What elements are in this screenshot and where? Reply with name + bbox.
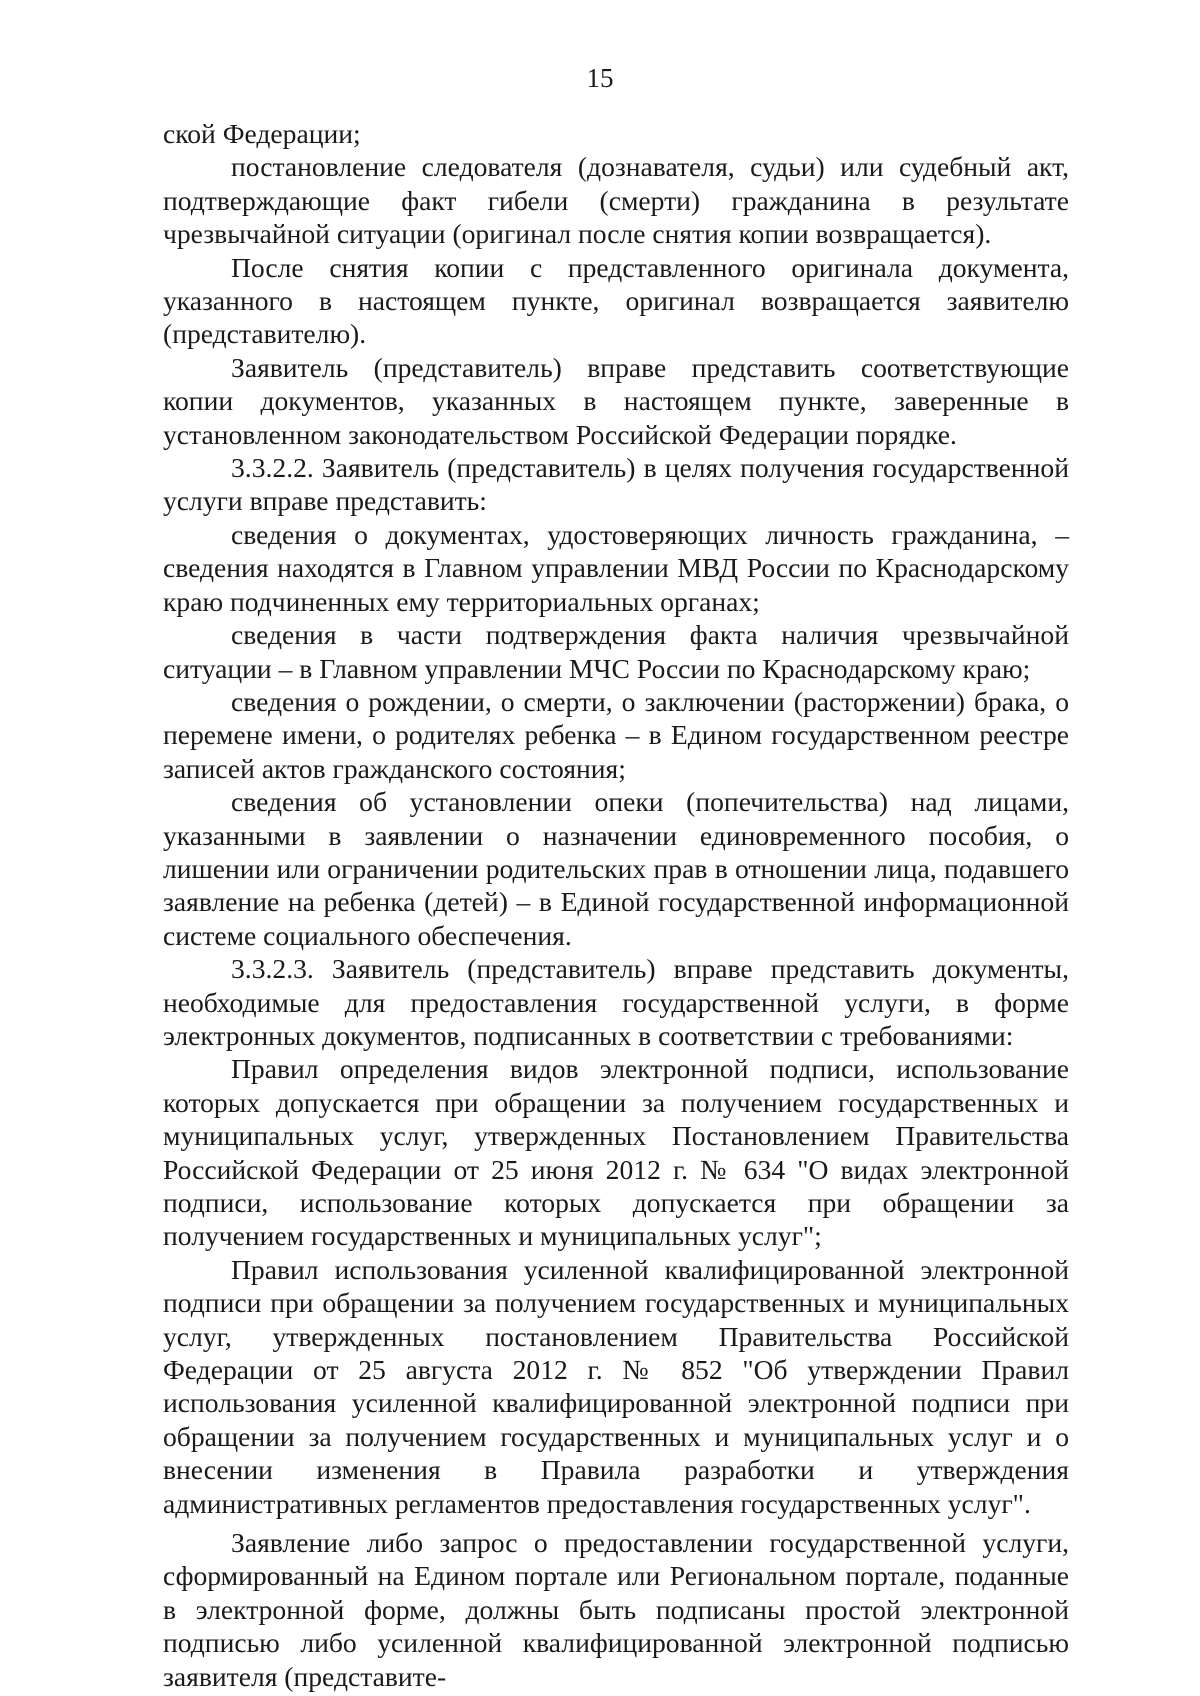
- paragraph-federation-end: ской Федерации;: [163, 118, 361, 149]
- paragraph-copy-return: После снятия копии с представленного оригинала документа, указанного в настоящем пункте, оригинал возвращается заявителю (представителю).: [163, 251, 1069, 350]
- paragraph-signature-types-rules: Правил определения видов электронной подписи, использование которых допускается при обращении за получением государственных и муниципальных услуг, утвержденных Постановлением Правительства Российской Федерации от 25 июня 2012 г. № 634 "О видах электронной подписи, использование которых допускается при обращении за получением государственных и муниципальных услуг";: [163, 1053, 1069, 1252]
- document-body: [163, 117, 1069, 1693]
- paragraph-identity-documents: сведения о документах, удостоверяющих личность гражданина, – сведения находятся в Главном управлении МВД России по Краснодарскому краю подчиненных ему территориальных органах;: [163, 518, 1069, 617]
- paragraph-guardianship: сведения об установлении опеки (попечительства) над лицами, указанными в заявлении о назначении единовременного пособия, о лишении или ограничении родительских прав в отношении лица, подавшего заявление на ребенка (детей) – в Единой государственной информационной системе социального обеспечения.: [163, 786, 1069, 951]
- paragraph-3-3-2-2: 3.3.2.2. Заявитель (представитель) в целях получения государственной услуги вправе представить:: [163, 452, 1069, 517]
- paragraph-emergency-confirmation: сведения в части подтверждения факта наличия чрезвычайной ситуации – в Главном управлении МЧС России по Краснодарскому краю;: [163, 619, 1069, 684]
- page-number: 15: [586, 63, 614, 93]
- paragraph-electronic-application: Заявление либо запрос о предоставлении государственной услуги, сформированный на Едином портале или Региональном портале, поданные в электронной форме, должны быть подписаны простой электронной подписью либо усиленной квалифицированной электронной подписью заявителя (представите-: [163, 1527, 1069, 1692]
- paragraph-civil-status-records: сведения о рождении, о смерти, о заключении (расторжении) брака, о перемене имени, о родителях ребенка – в Едином государственном реестре записей актов гражданского состояния;: [163, 685, 1069, 784]
- paragraph-3-3-2-3: 3.3.2.3. Заявитель (представитель) вправе представить документы, необходимые для предоставления государственной услуги, в форме электронных документов, подписанных в соответствии с требованиями:: [163, 953, 1069, 1051]
- paragraph-investigator-resolution: постановление следователя (дознавателя, судьи) или судебный акт, подтверждающие факт гибели (смерти) гражданина в результате чрезвычайной ситуации (оригинал после снятия копии возвращается).: [163, 151, 1069, 250]
- paragraph-certified-copies: Заявитель (представитель) вправе представить соответствующие копии документов, указанных в настоящем пункте, заверенные в установленном законодательством Российской Федерации порядке.: [163, 351, 1069, 450]
- paragraph-qualified-signature-rules: Правил использования усиленной квалифицированной электронной подписи при обращении за получением государственных и муниципальных услуг, утвержденных постановлением Правительства Российской Федерации от 25 августа 2012 г. № 852 "Об утверждении Правил использования усиленной квалифицированной электронной подписи при обращении за получением государственных и муниципальных услуг и о внесении изменения в Правила разработки и утверждения административных регламентов предоставления государственных услуг".: [163, 1253, 1069, 1519]
